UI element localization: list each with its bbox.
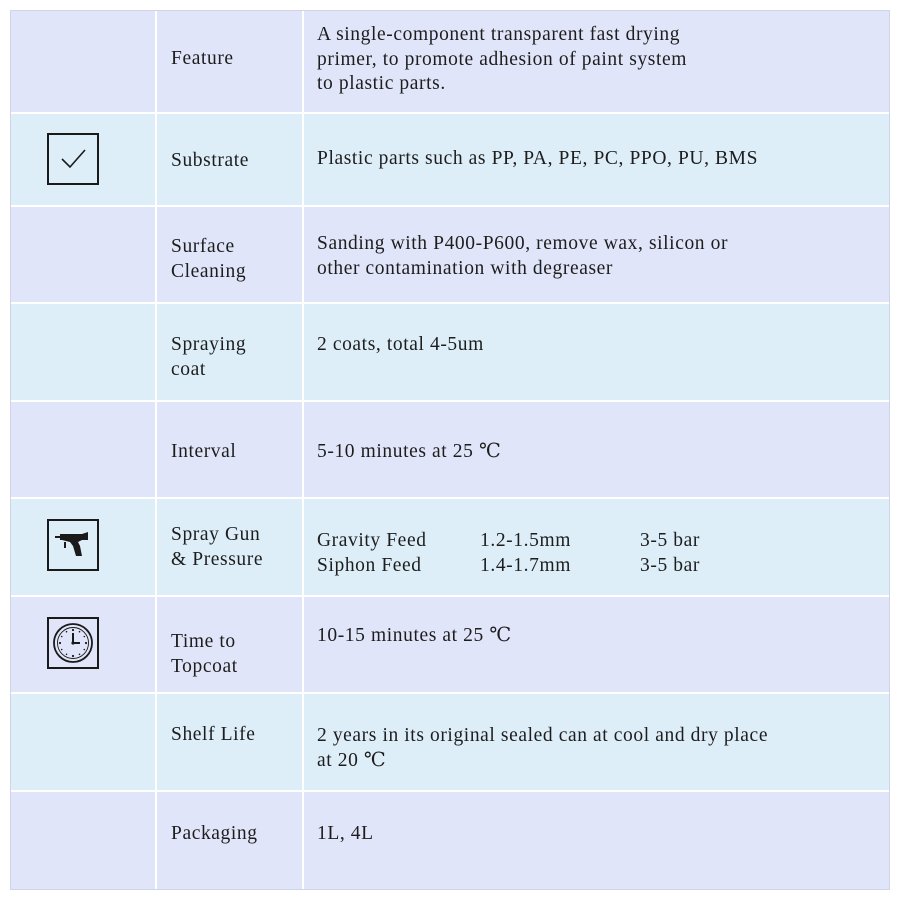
table-row-packaging <box>11 792 889 889</box>
row-value: Plastic parts such as PP, PA, PE, PC, PPO, PU, BMS <box>317 148 759 169</box>
label-cell <box>157 792 304 889</box>
nozzle-size: 1.4-1.7mm <box>480 554 571 576</box>
gun-row-gravity <box>317 529 700 554</box>
spray-gun-icon <box>47 519 99 571</box>
icon-cell <box>11 114 157 205</box>
label-cell <box>157 499 304 595</box>
value-cell <box>304 792 889 889</box>
icon-cell <box>11 402 157 497</box>
label-cell <box>157 207 304 302</box>
row-value: 10-15 minutes at 25 ℃ <box>317 625 512 646</box>
value-cell <box>304 499 889 595</box>
checkmark-icon <box>47 133 99 185</box>
label-cell <box>157 11 304 112</box>
label-cell <box>157 694 304 790</box>
table-row-feature <box>11 11 889 114</box>
row-value: 5-10 minutes at 25 ℃ <box>317 441 502 462</box>
pressure: 3-5 bar <box>640 554 700 576</box>
row-label: Spray Gun & Pressure <box>171 524 264 570</box>
label-cell <box>157 114 304 205</box>
table-row-surface-cleaning <box>11 207 889 304</box>
value-cell <box>304 11 889 112</box>
row-label: Substrate <box>171 150 249 171</box>
row-label: Surface Cleaning <box>171 236 247 282</box>
table-row-time-to-topcoat <box>11 597 889 694</box>
icon-cell <box>11 792 157 889</box>
table-row-interval <box>11 402 889 499</box>
value-cell <box>304 402 889 497</box>
row-label: Spraying coat <box>171 334 247 380</box>
table-row-substrate <box>11 114 889 207</box>
gun-row-siphon <box>317 554 700 579</box>
icon-cell <box>11 304 157 400</box>
label-cell <box>157 597 304 692</box>
value-cell <box>304 597 889 692</box>
row-label: Interval <box>171 441 237 462</box>
product-spec-table <box>10 10 890 890</box>
label-cell <box>157 402 304 497</box>
label-cell <box>157 304 304 400</box>
icon-cell <box>11 597 157 692</box>
row-value: A single-component transparent fast drying primer, to promote adhesion of paint system to plastic parts. <box>317 24 687 94</box>
row-value: Sanding with P400-P600, remove wax, silicon or other contamination with degreaser <box>317 233 729 279</box>
table-row-spray-gun <box>11 499 889 597</box>
row-label: Time to Topcoat <box>171 631 238 677</box>
clock-icon <box>47 617 99 669</box>
pressure: 3-5 bar <box>640 530 700 551</box>
value-cell <box>304 694 889 790</box>
value-cell <box>304 304 889 400</box>
icon-cell <box>11 694 157 790</box>
icon-cell <box>11 499 157 595</box>
feed-type: Siphon Feed <box>317 554 422 576</box>
row-value: 2 years in its original sealed can at cool and dry place at 20 ℃ <box>317 725 769 771</box>
value-cell <box>304 207 889 302</box>
table-row-spraying-coat <box>11 304 889 402</box>
row-value: 2 coats, total 4-5um <box>317 334 484 355</box>
row-label: Shelf Life <box>171 724 256 745</box>
row-value: 1L, 4L <box>317 823 374 844</box>
icon-cell <box>11 207 157 302</box>
icon-cell <box>11 11 157 112</box>
table-row-shelf-life <box>11 694 889 792</box>
feed-type: Gravity Feed <box>317 530 427 551</box>
nozzle-size: 1.2-1.5mm <box>480 530 571 551</box>
spray-gun-settings <box>317 529 700 578</box>
row-label: Packaging <box>171 823 258 844</box>
value-cell <box>304 114 889 205</box>
row-label: Feature <box>171 48 234 69</box>
